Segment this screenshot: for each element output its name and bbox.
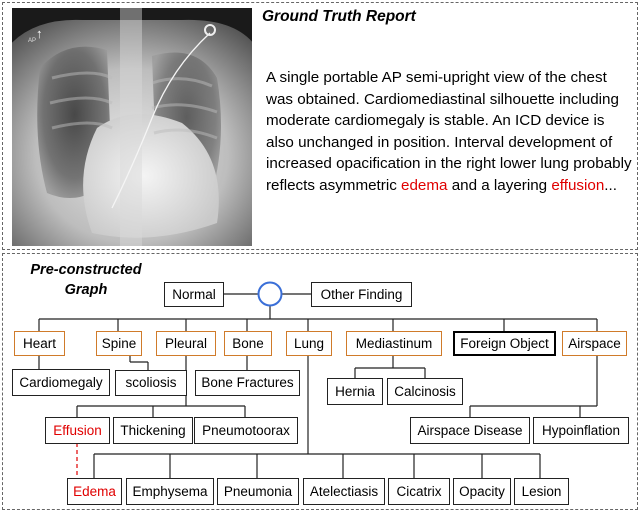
node-calcinosis: Calcinosis (387, 378, 463, 405)
node-heart: Heart (14, 331, 65, 356)
graph-title-line: Pre-constructed (30, 262, 142, 278)
node-pneumonia: Pneumonia (217, 478, 299, 505)
graph-root-node (259, 283, 282, 306)
report-text-part: A single portable AP semi-upright view of the chest was obtained. Cardiomediastinal silhouette including moderate cardiomegaly is stable. An ICD device is also unchanged in position. Interval development of increased opacification in the right lower lung probably reflects asymmetric (266, 69, 632, 194)
node-airspace: Airspace (562, 331, 627, 356)
node-normal: Normal (164, 282, 224, 307)
report-title: Ground Truth Report (262, 8, 416, 25)
node-effusion: Effusion (45, 417, 110, 444)
report-text-part: and a layering (447, 176, 552, 194)
node-hypoinflation: Hypoinflation (533, 417, 629, 444)
node-hernia: Hernia (327, 378, 383, 405)
node-lung: Lung (286, 331, 332, 356)
highlight-edema: edema (401, 176, 448, 194)
highlight-effusion: effusion (551, 176, 605, 194)
node-cicatrix: Cicatrix (388, 478, 450, 505)
node-emphysema: Emphysema (126, 478, 214, 505)
node-pneumothorax: Pneumotoorax (194, 417, 298, 444)
node-cardiomegaly: Cardiomegaly (12, 369, 110, 396)
node-thickening: Thickening (113, 417, 193, 444)
node-bone-fractures: Bone Fractures (195, 370, 300, 396)
node-airspace-disease: Airspace Disease (410, 417, 530, 444)
node-other-finding: Other Finding (311, 282, 412, 307)
node-spine: Spine (96, 331, 142, 356)
graph-title-line: Graph (64, 282, 108, 298)
node-mediastinum: Mediastinum (346, 331, 442, 356)
node-edema: Edema (67, 478, 122, 505)
xray-orientation-arrow: ↑ (36, 26, 43, 41)
node-opacity: Opacity (453, 478, 511, 505)
report-text-part: ... (604, 176, 617, 194)
xray-view-label: AP (28, 38, 37, 44)
node-atelectasis: Atelectiasis (303, 478, 385, 505)
node-pleural: Pleural (156, 331, 216, 356)
node-lesion: Lesion (514, 478, 569, 505)
node-bone: Bone (224, 331, 272, 356)
node-scoliosis: scoliosis (115, 370, 187, 396)
node-foreign-object: Foreign Object (453, 331, 556, 356)
